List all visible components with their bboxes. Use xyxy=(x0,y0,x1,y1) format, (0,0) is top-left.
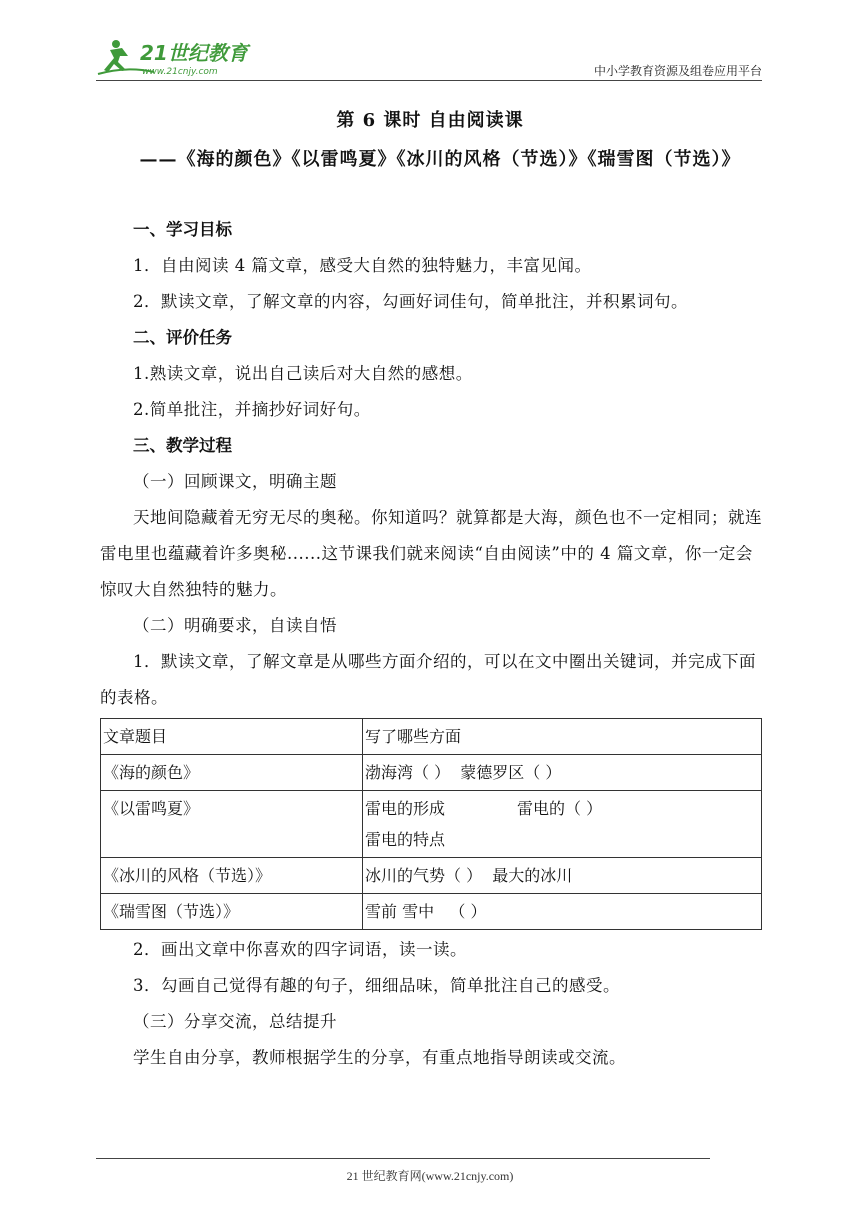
logo-text: 21世纪教育 xyxy=(140,41,248,65)
aspect-text: 最大的冰川 xyxy=(492,866,573,885)
paragraph: 学生自由分享，教师根据学生的分享，有重点地指导朗读或交流。 xyxy=(133,1048,626,1067)
section-heading-assessment: 二、评价任务 xyxy=(133,328,232,347)
paragraph: 1.熟读文章，说出自己读后对大自然的感想。 xyxy=(133,364,473,383)
paragraph: 3．勾画自己觉得有趣的句子，细细品味，简单批注自己的感受。 xyxy=(133,976,620,995)
paragraph: 1．默读文章，了解文章是从哪些方面介绍的，可以在文中圈出关键词，并完成下面的表格。 xyxy=(100,652,756,707)
table-header-cell: 文章题目 xyxy=(101,719,363,755)
paragraph: 天地间隐藏着无穷无尽的奥秘。你知道吗？就算都是大海，颜色也不一定相同；就连雷电里也蕴藏着许多奥秘......这节课我们就来阅读“自由阅读”中的 4 篇文章，你一定会惊叹大自然独特的魅力。 xyxy=(100,508,762,599)
table-cell-aspects xyxy=(363,858,762,894)
table-row xyxy=(101,894,762,930)
table-row xyxy=(101,791,762,858)
table-cell-title: 《瑞雪图（节选）》 xyxy=(101,894,363,930)
section-heading-process: 三、教学过程 xyxy=(133,436,232,455)
subsection-heading: （二）明确要求，自读自悟 xyxy=(133,616,337,635)
site-logo xyxy=(96,36,266,80)
subsection-heading: （一）回顾课文，明确主题 xyxy=(133,472,337,491)
table-header-cell: 写了哪些方面 xyxy=(363,719,762,755)
header-platform-text: 中小学教育资源及组卷应用平台 xyxy=(593,64,762,78)
aspect-text: 雷电的（ ） xyxy=(517,799,603,818)
aspect-text: 渤海湾（ ） xyxy=(365,763,451,782)
lesson-subtitle: ——《海的颜色》《以雷鸣夏》《冰川的风格（节选）》《瑞雪图（节选）》 xyxy=(139,149,741,170)
table-cell-aspects xyxy=(363,755,762,791)
table-cell-aspects xyxy=(363,894,762,930)
aspect-text: 雷电的形成 xyxy=(365,799,446,818)
table-cell-title: 《海的颜色》 xyxy=(101,755,363,791)
paragraph: 2．默读文章，了解文章的内容，勾画好词佳句，简单批注，并积累词句。 xyxy=(133,292,688,311)
subsection-heading: （三）分享交流，总结提升 xyxy=(133,1012,337,1031)
table-cell-title: 《以雷鸣夏》 xyxy=(101,791,363,858)
aspect-text: 雷电的特点 xyxy=(365,830,446,849)
table-cell-title: 《冰川的风格（节选）》 xyxy=(101,858,363,894)
table-cell-aspects xyxy=(363,791,762,858)
document-body xyxy=(100,212,762,1076)
lesson-title: 第 6 课时 自由阅读课 xyxy=(336,110,524,131)
table-header-row xyxy=(101,719,762,755)
article-aspects-table xyxy=(100,718,762,930)
logo-url: www.21cnjy.com xyxy=(142,67,218,77)
table-row xyxy=(101,858,762,894)
header-divider xyxy=(96,80,762,81)
table-row xyxy=(101,755,762,791)
paragraph: 2．画出文章中你喜欢的四字词语，读一读。 xyxy=(133,940,467,959)
aspect-text: （ ） xyxy=(449,902,487,921)
aspect-text: 雪前 雪中 xyxy=(365,902,435,921)
aspect-text: 冰川的气势（ ） xyxy=(365,866,483,885)
paragraph: 2.简单批注，并摘抄好词好句。 xyxy=(133,400,371,419)
footer-text: 21 世纪教育网(www.21cnjy.com) xyxy=(346,1169,514,1183)
aspect-text: 蒙德罗区（ ） xyxy=(460,763,562,782)
section-heading-goals: 一、学习目标 xyxy=(133,220,232,239)
paragraph: 1．自由阅读 4 篇文章，感受大自然的独特魅力，丰富见闻。 xyxy=(133,256,592,275)
footer-divider xyxy=(96,1158,710,1159)
